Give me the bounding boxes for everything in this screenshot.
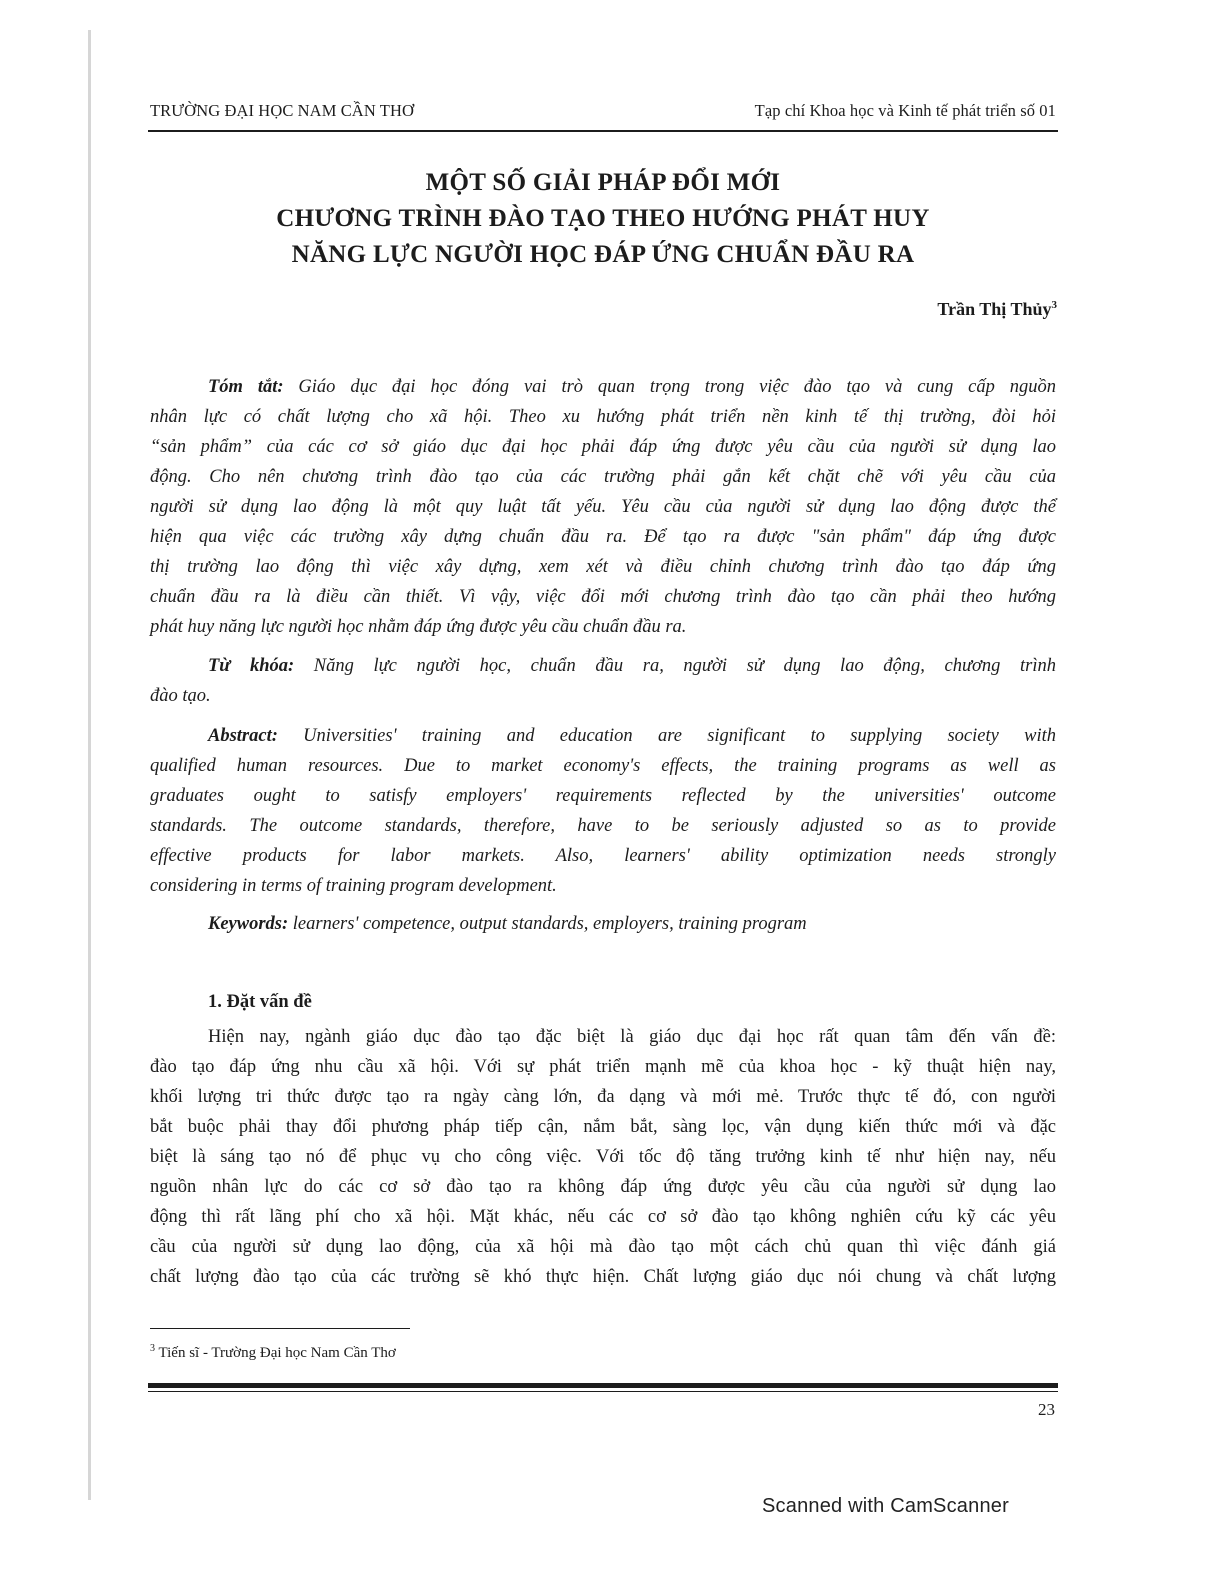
body-line: cầu của người sử dụng lao động, của xã hội mà đào tạo một cách chủ quan thì việc đánh giá (150, 1237, 1056, 1257)
title-line: MỘT SỐ GIẢI PHÁP ĐỔI MỚI (425, 169, 781, 196)
abstract-en-line: qualified human resources. Due to market economy's effects, the training programs as well as (150, 756, 1056, 776)
abstract-en (150, 721, 1056, 901)
footnote-mark: 3 (150, 1343, 155, 1354)
footnote-rule (150, 1328, 410, 1329)
abstract-vi-line: hiện qua việc các trường xây dựng chuẩn đầu ra. Để tạo ra được "sản phẩm" đáp ứng được (150, 527, 1056, 547)
abstract-vi-line: thị trường lao động thì việc xây dựng, xem xét và điều chỉnh chương trình đào tạo đáp ứng (150, 557, 1056, 577)
header-rule (148, 130, 1058, 132)
abstract-en-line: standards. The outcome standards, therefore, have to be seriously adjusted so as to provide (150, 816, 1056, 836)
keywords-vi-label: Từ khóa: (208, 656, 295, 676)
keywords-en-label: Keywords: (208, 914, 289, 934)
abstract-en-line: effective products for labor markets. Also, learners' ability optimization needs strongly (150, 846, 1056, 866)
scanner-watermark: Scanned with CamScanner (762, 1495, 1009, 1517)
abstract-vi-line: Giáo dục đại học đóng vai trò quan trọng trong việc đào tạo và cung cấp nguồn (283, 377, 1056, 397)
title-line: CHƯƠNG TRÌNH ĐÀO TẠO THEO HƯỚNG PHÁT HUY (276, 205, 930, 232)
abstract-vi-label: Tóm tắt: (208, 377, 284, 397)
author-name: Trần Thị Thủy (937, 299, 1052, 319)
body-line: đào tạo đáp ứng nhu cầu xã hội. Với sự phát triển mạnh mẽ của khoa học - kỹ thuật hiện nay, (150, 1057, 1056, 1077)
body-line: nguồn nhân lực do các cơ sở đào tạo ra không đáp ứng được yêu cầu của người sử dụng lao (150, 1177, 1056, 1197)
author (937, 299, 1057, 320)
abstract-en-line: Universities' training and education are significant to supplying society with (277, 726, 1056, 746)
body-line: động thì rất lãng phí cho xã hội. Mặt khác, nếu các cơ sở đào tạo không nghiên cứu kỹ các yêu (150, 1207, 1056, 1227)
keywords-vi-line: đào tạo. (150, 686, 211, 706)
body-line: bắt buộc phải thay đổi phương pháp tiếp cận, nắm bắt, sàng lọc, vận dụng kiến thức mới và đặc (150, 1117, 1056, 1137)
footnote (150, 1343, 396, 1362)
body-line: Hiện nay, ngành giáo dục đào tạo đặc biệt là giáo dục đại học rất quan tâm đến vấn đề: (208, 1027, 1056, 1047)
footnote-text: Tiến sĩ - Trường Đại học Nam Cần Thơ (155, 1345, 396, 1361)
abstract-vi (150, 372, 1056, 642)
abstract-vi-line: động. Cho nên chương trình đào tạo của các trường phải gắn kết chặt chẽ với yêu cầu của (150, 467, 1056, 487)
paper-title (150, 165, 1056, 273)
author-footnote-mark: 3 (1051, 299, 1057, 311)
header-institution: TRƯỜNG ĐẠI HỌC NAM CẦN THƠ (150, 101, 414, 120)
abstract-vi-line: phát huy năng lực người học nhằm đáp ứng được yêu cầu chuẩn đầu ra. (150, 617, 687, 637)
footer-rule-thick (148, 1383, 1058, 1388)
abstract-en-line: graduates ought to satisfy employers' requirements reflected by the universities' outcome (150, 786, 1056, 806)
section-heading: 1. Đặt vấn đề (208, 992, 312, 1012)
abstract-vi-line: chuẩn đầu ra là điều cần thiết. Vì vậy, việc đổi mới chương trình đào tạo cần phải theo hướng (150, 587, 1056, 607)
body-line: biệt là sáng tạo nó để phục vụ cho công việc. Với tốc độ tăng trưởng kinh tế như hiện nay, nếu (150, 1147, 1056, 1167)
abstract-en-label: Abstract: (208, 726, 278, 746)
abstract-en-line: considering in terms of training program development. (150, 876, 557, 896)
header-journal: Tạp chí Khoa học và Kinh tế phát triển số 01 (754, 101, 1056, 120)
section-body (150, 1022, 1056, 1292)
footer-rule-thin (148, 1391, 1058, 1392)
running-header (150, 101, 1056, 125)
body-line: khối lượng tri thức được tạo ra ngày càng lớn, đa dạng và mới mẻ. Trước thực tế đó, con người (150, 1087, 1056, 1107)
title-line: NĂNG LỰC NGƯỜI HỌC ĐÁP ỨNG CHUẨN ĐẦU RA (291, 241, 915, 268)
abstract-vi-line: nhân lực có chất lượng cho xã hội. Theo xu hướng phát triển nền kinh tế thị trường, đòi hỏi (150, 407, 1056, 427)
keywords-vi-line: Năng lực người học, chuẩn đầu ra, người sử dụng lao động, chương trình (294, 656, 1056, 676)
keywords-en (150, 909, 1056, 939)
keywords-en-text: learners' competence, output standards, employers, training program (288, 914, 807, 934)
scan-edge-shadow (88, 30, 91, 1500)
abstract-vi-line: người sử dụng lao động là một quy luật tất yếu. Yêu cầu của người sử dụng lao động được thể (150, 497, 1056, 517)
keywords-vi (150, 651, 1056, 711)
body-line: chất lượng đào tạo của các trường sẽ khó thực hiện. Chất lượng giáo dục nói chung và chất lượng (150, 1267, 1056, 1287)
abstract-vi-line: “sản phẩm” của các cơ sở giáo dục đại học phải đáp ứng được yêu cầu của người sử dụng lao (150, 437, 1056, 457)
page-number: 23 (1038, 1400, 1055, 1419)
